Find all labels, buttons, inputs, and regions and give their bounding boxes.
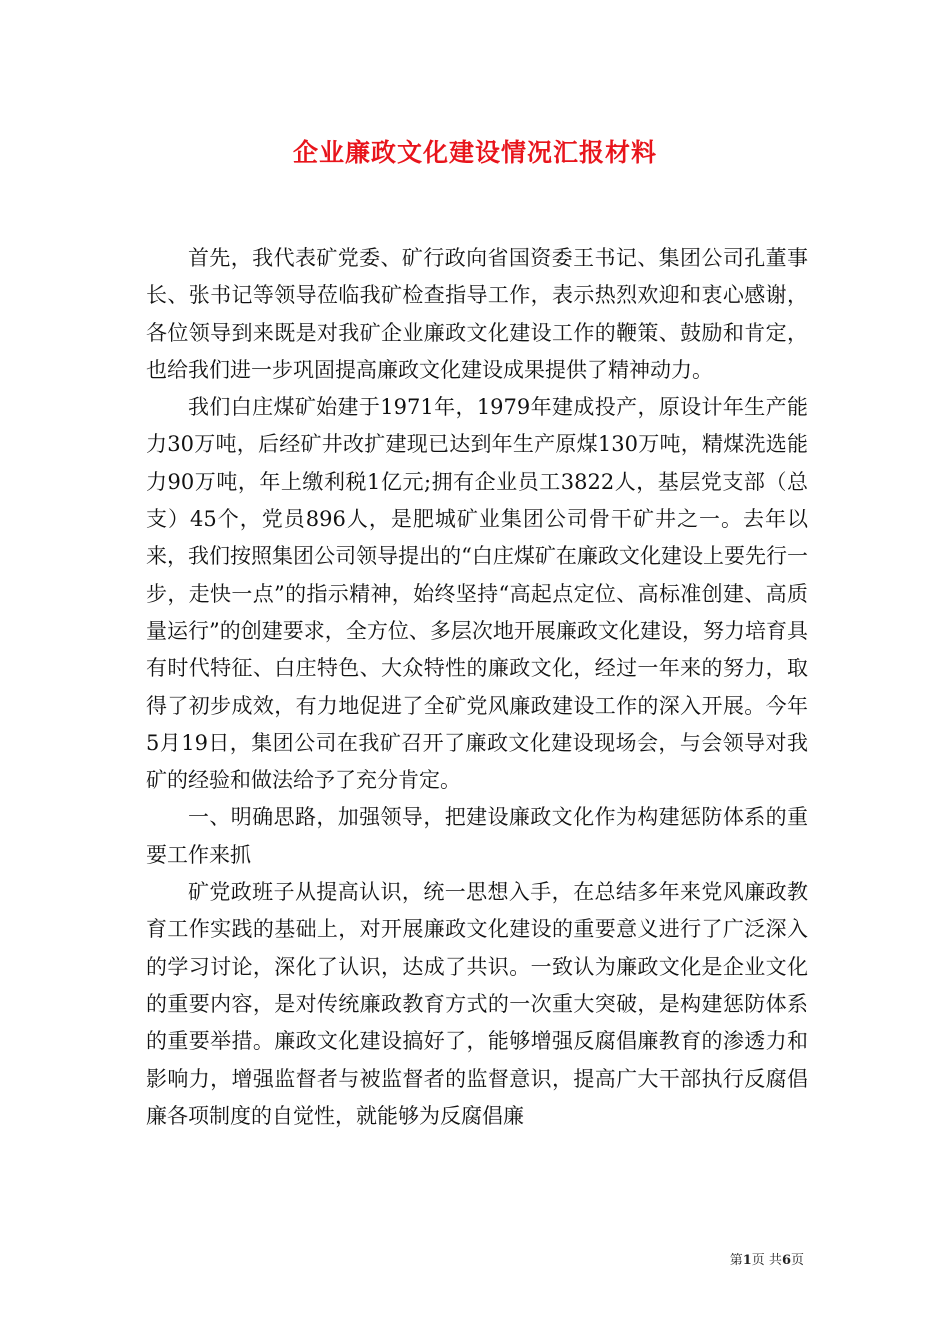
- page-footer: [730, 1249, 804, 1268]
- paragraph-greeting: 首先，我代表矿党委、矿行政向省国资委王书记、集团公司孔董事长、张书记等领导莅临我矿检查指导工作，表示热烈欢迎和衷心感谢，各位领导到来既是对我矿企业廉政文化建设工作的鞭策、鼓励和肯定，也给我们进一步巩固提高廉政文化建设成果提供了精神动力。: [146, 246, 808, 382]
- footer-suffix: 页: [790, 1253, 804, 1268]
- footer-prefix: 第: [729, 1253, 743, 1268]
- section-heading-1: 一、明确思路，加强领导，把建设廉政文化作为构建惩防体系的重要工作来抓: [146, 805, 808, 867]
- paragraph-leadership: 矿党政班子从提高认识，统一思想入手，在总结多年来党风廉政教育工作实践的基础上，对开展廉政文化建设的重要意义进行了广泛深入的学习讨论，深化了认识，达成了共识。一致认为廉政文化是企业文化的重要内容，是对传统廉政教育方式的一次重大突破，是构建惩防体系的重要举措。廉政文化建设搞好了，能够增强反腐倡廉教育的渗透力和影响力，增强监督者与被监督者的监督意识，提高广大干部执行反腐倡廉各项制度的自觉性，就能够为反腐倡廉: [146, 880, 808, 1128]
- footer-middle: 页 共: [751, 1253, 782, 1268]
- paragraph-mine-overview: 我们白庄煤矿始建于1971年，1979年建成投产，原设计年生产能力30万吨，后经矿井改扩建现已达到年生产原煤130万吨，精煤洗选能力90万吨，年上缴利税1亿元;拥有企业员工3822人，基层党支部（总支）45个，党员896人，是肥城矿业集团公司骨干矿井之一。去年以来，我们按照集团公司领导提出的“白庄煤矿在廉政文化建设上要先行一步，走快一点”的指示精神，始终坚持“高起点定位、高标准创建、高质量运行”的创建要求，全方位、多层次地开展廉政文化建设，努力培育具有时代特征、白庄特色、大众特性的廉政文化，经过一年来的努力，取得了初步成效，有力地促进了全矿党风廉政建设工作的深入开展。今年5月19日，集团公司在我矿召开了廉政文化建设现场会，与会领导对我矿的经验和做法给予了充分肯定。: [146, 395, 808, 793]
- document-body: [146, 240, 808, 1135]
- document-title: 企业廉政文化建设情况汇报材料: [292, 138, 657, 167]
- footer-total-pages: 6: [781, 1253, 791, 1268]
- footer-page-number: 1: [742, 1253, 752, 1268]
